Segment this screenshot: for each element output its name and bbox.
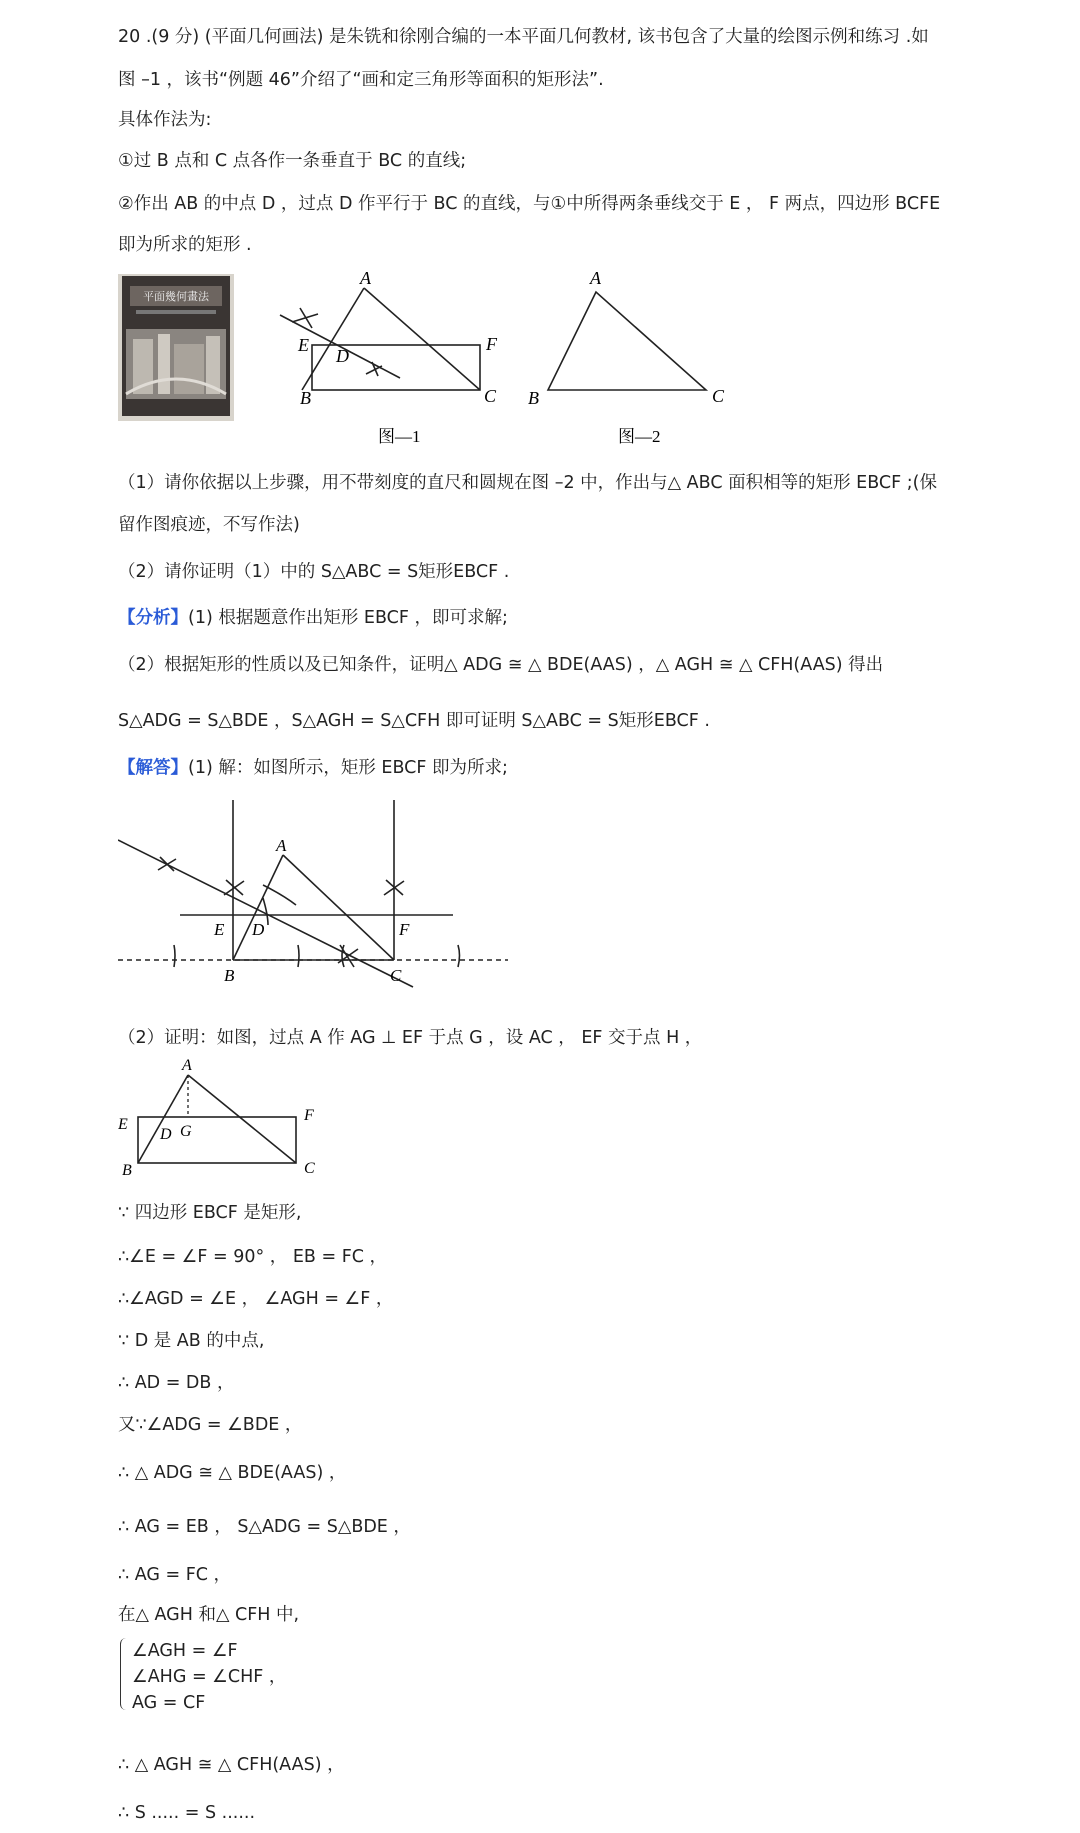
question-line-1: 20 .(9 分) (平面几何画法) 是朱铣和徐刚合编的一本平面几何教材, 该书包含了大量的绘图示例和练习 .如: [118, 27, 929, 47]
fig2-triangle: [548, 292, 706, 390]
system-line-1: ∠AGH = ∠F: [132, 1641, 238, 1661]
system-line-2: ∠AHG = ∠CHF ，: [132, 1667, 287, 1687]
segment-AC: [283, 855, 394, 960]
book-title: 平面幾何畫法: [143, 291, 209, 303]
fig2-label-C: C: [712, 386, 725, 406]
step-2-cont: 即为所求的矩形 .: [118, 235, 252, 255]
proof-line-9: ∴ AG = FC ，: [118, 1565, 232, 1585]
proof-label-F: F: [304, 1107, 314, 1124]
proof-line-7: ∴ △ ADG ≅ △ BDE(AAS) ，: [118, 1463, 347, 1483]
proof-line-5: ∴ AD = DB ，: [118, 1373, 235, 1393]
part-1-line-b: 留作图痕迹，不写作法): [118, 515, 300, 535]
fig1-label-B: B: [300, 388, 311, 408]
figure-2: [526, 270, 746, 460]
proof-label-C: C: [304, 1160, 315, 1177]
proof-line-1: ∵ 四边形 EBCF 是矩形,: [118, 1203, 302, 1223]
cons-label-B: B: [224, 966, 235, 985]
proof-line-10: 在△ AGH 和△ CFH 中,: [118, 1605, 300, 1625]
fig2-label-B: B: [528, 388, 539, 408]
fig1-caption: 图—1: [378, 427, 421, 446]
proof-figure: [118, 1055, 328, 1180]
proof-label-A: A: [182, 1057, 192, 1074]
proof-line-11: ∴ △ AGH ≅ △ CFH(AAS) ，: [118, 1755, 345, 1775]
question-line-2: 图 –1 ，该书“例题 46”介绍了“画和定三角形等面积的矩形法”.: [118, 70, 604, 90]
analysis-line-3: S△ADG = S△BDE ，S△AGH = S△CFH 即可证明 S△ABC = S矩形EBCF .: [118, 711, 710, 731]
bisector-line: [118, 840, 413, 987]
fig1-label-E: E: [298, 335, 309, 355]
proof-line-2: ∴∠E = ∠F = 90° ， EB = FC ，: [118, 1247, 388, 1267]
fig1-label-A: A: [360, 270, 371, 288]
book-cover-image: [118, 274, 234, 421]
cons-label-D: D: [252, 920, 265, 939]
fig1-label-C: C: [484, 386, 497, 406]
segment-AB: [233, 855, 283, 960]
arc-1: [263, 885, 296, 905]
system-brace: [120, 1638, 129, 1710]
fig1-label-F: F: [486, 334, 497, 354]
proof-label-G: G: [180, 1123, 192, 1140]
part-2: （2）请你证明（1）中的 S△ABC = S矩形EBCF .: [118, 562, 510, 582]
cons-label-C: C: [390, 966, 402, 985]
answer-line-1: [118, 755, 508, 781]
cons-label-E: E: [214, 920, 225, 939]
proof-label-B: B: [122, 1162, 132, 1179]
fig2-caption: 图—2: [618, 427, 661, 446]
system-line-3: AG = CF: [132, 1693, 206, 1713]
cons-label-A: A: [276, 836, 287, 855]
proof-segment-AB: [138, 1075, 188, 1163]
fig1-triangle: [280, 288, 480, 390]
analysis-line-1: [118, 605, 508, 631]
analysis-text-1: (1) 根据题意作出矩形 EBCF ，即可求解;: [188, 608, 508, 628]
proof-label-D: D: [160, 1126, 172, 1143]
figure-1: [270, 270, 510, 460]
proof-line-12: ∴ S ..... = S ......: [118, 1803, 256, 1823]
answer-line-2: （2）证明：如图，过点 A 作 AG ⊥ EF 于点 G ，设 AC ， EF 交于点 H ，: [118, 1028, 703, 1048]
proof-line-3: ∴∠AGD = ∠E ， ∠AGH = ∠F ，: [118, 1289, 394, 1309]
fig1-label-D: D: [336, 346, 349, 366]
proof-line-8: ∴ AG = EB ， S△ADG = S△BDE ，: [118, 1517, 411, 1537]
fig2-label-A: A: [590, 270, 601, 288]
proof-segment-AC: [188, 1075, 296, 1163]
proof-line-4: ∵ D 是 AB 的中点,: [118, 1331, 265, 1351]
analysis-line-2: （2）根据矩形的性质以及已知条件，证明△ ADG ≅ △ BDE(AAS) ，△ AGH ≅ △ CFH(AAS) 得出: [118, 655, 884, 675]
analysis-tag: 【分析】: [118, 608, 188, 628]
method-title: 具体作法为:: [118, 110, 212, 130]
step-2: ②作出 AB 的中点 D ，过点 D 作平行于 BC 的直线，与①中所得两条垂线交于 E ， F 两点，四边形 BCFE: [118, 194, 941, 214]
proof-line-6: 又∵∠ADG = ∠BDE ，: [118, 1415, 303, 1435]
proof-label-E: E: [118, 1116, 128, 1133]
part-1-line-a: （1）请你依据以上步骤，用不带刻度的直尺和圆规在图 –2 中，作出与△ ABC 面积相等的矩形 EBCF ;(保: [118, 473, 938, 493]
cons-label-F: F: [399, 920, 410, 939]
step-1: ①过 B 点和 C 点各作一条垂直于 BC 的直线;: [118, 151, 467, 171]
construction-figure: [118, 795, 508, 1000]
answer-text-1: (1) 解：如图所示，矩形 EBCF 即为所求;: [188, 758, 508, 778]
answer-tag: 【解答】: [118, 758, 188, 778]
